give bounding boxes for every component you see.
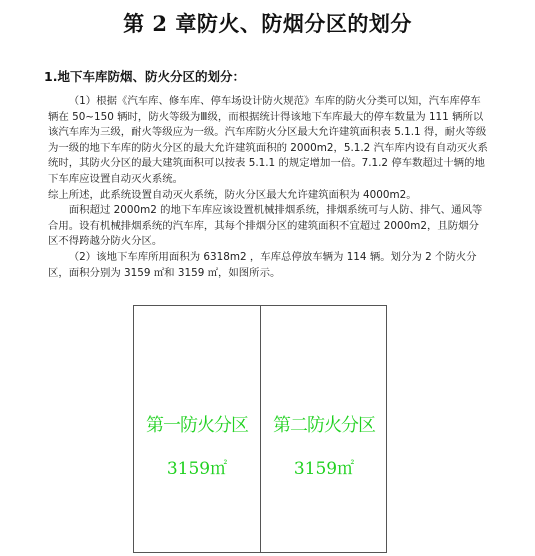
body-text bbox=[48, 94, 488, 281]
fire-zone-1-area: 3159㎡ bbox=[166, 459, 228, 479]
fire-zone-1 bbox=[134, 306, 260, 552]
paragraph-summary: 综上所述，此系统设置自动灭火系统，防火分区最大允许建筑面积为 4000m2。 bbox=[48, 188, 417, 201]
fire-zone-2-name: 第二防火分区 bbox=[273, 415, 375, 436]
paragraph-regulation: （1）根据《汽车库、修车库、停车场设计防火规范》车库的防火分类可以知，汽车库停车辆在 50~150 辆时，防火等级为Ⅲ级，而根据统计得该地下车库最大的停车数量为 111 辆所以该汽车库为三级，耐火等级应为一级。汽车库防火分区最大允许建筑面积表 5.1.1 得，耐火等级为一级的地下车库的防火分区的最大允许建筑面积的 2000m2，5.1.2 汽车库内设有自动灭火系统时，其防火分区的最大建筑面积可以按表 5.1.1 的规定增加一倍。7.1.2 停车数超过十辆的地下车库应设置自动灭火系统。 bbox=[48, 95, 488, 185]
section-heading: 1.地下车库防烟、防火分区的划分： bbox=[44, 69, 245, 84]
fire-zone-2-area: 3159㎡ bbox=[293, 459, 355, 479]
paragraph-area-division: （2）该地下车库所用面积为 6318m2 ，车库总停放车辆为 114 辆。划分为 2 个防火分区，面积分别为 3159 ㎡和 3159 ㎡，如图所示。 bbox=[48, 250, 477, 279]
paragraph-smoke-exhaust: 面积超过 2000m2 的地下车库应该设置机械排烟系统，排烟系统可与人防、排气、通风等合用。设有机械排烟系统的汽车库，其每个排烟分区的建筑面积不宜超过 2000m2，且防烟分区不得跨越分防火分区。 bbox=[48, 204, 483, 248]
fire-zone-diagram bbox=[133, 305, 387, 553]
fire-zone-2 bbox=[261, 306, 387, 552]
fire-zone-1-name: 第一防火分区 bbox=[146, 415, 248, 436]
page-title: 第 2 章防火、防烟分区的划分 bbox=[123, 11, 412, 36]
